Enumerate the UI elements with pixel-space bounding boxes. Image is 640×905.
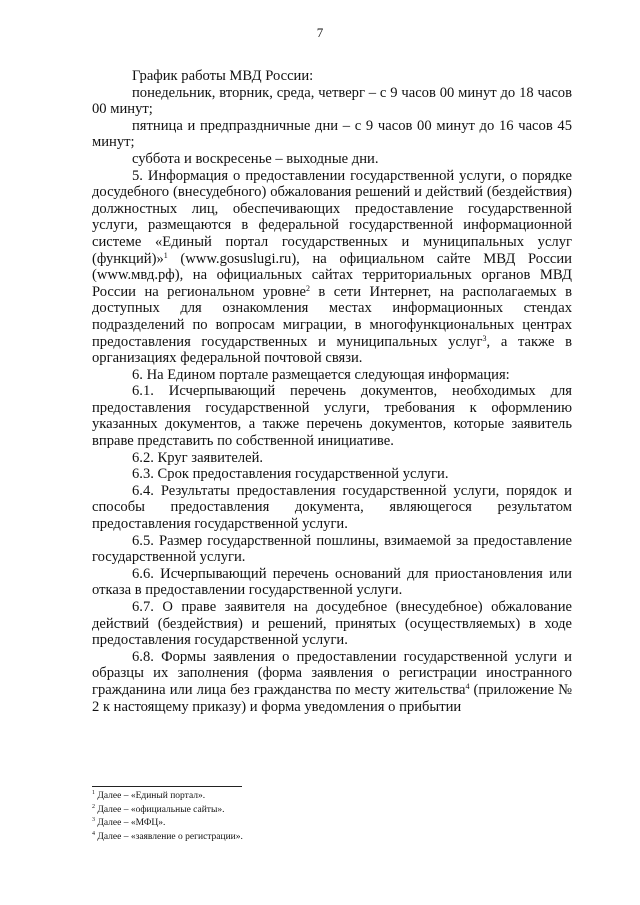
body-text [92, 68, 572, 715]
paragraph-6: 6. На Едином портале размещается следующая информация: [132, 366, 510, 383]
footnote-ref-1[interactable]: 1 [163, 250, 168, 260]
paragraph-6-8: 6.8. Формы заявления о предоставлении государственной услуги и образцы их заполнения (форма заявления о регистрации иностранного гражданина или лица без гражданства по месту жительства$^4$ (приложение № 2 к настоящему приказу) и форма уведомления о прибытии [92, 648, 572, 715]
page-number: 7 [316, 25, 324, 40]
paragraph-schedule-title: График работы МВД России: [132, 68, 314, 84]
paragraph-6-7: 6.7. О праве заявителя на досудебное (внесудебное) обжалование действий (бездействия) и решений, принятых (осуществляемых) в ходе предоставления государственной услуги. [92, 599, 572, 649]
footnote-ref-3[interactable]: 3 [482, 333, 487, 343]
paragraph-6-4: 6.4. Результаты предоставления государственной услуги, порядок и способы предоставления документа, являющегося результатом предоставления государственной услуги. [92, 482, 572, 533]
footnote-4: $^4$ Далее – «заявление о регистрации». [92, 830, 243, 842]
paragraph-6-2: 6.2. Круг заявителей. [132, 449, 264, 466]
paragraph-schedule-weekend: суббота и воскресенье – выходные дни. [132, 150, 379, 167]
footnote-1: $^1$ Далее – «Единый портал». [92, 790, 206, 801]
footnote-ref-4[interactable]: 4 [465, 681, 470, 691]
paragraph-6-6: 6.6. Исчерпывающий перечень оснований для приостановления или отказа в предоставлении государственной услуги. [92, 565, 572, 599]
paragraph-5: 5. Информация о предоставлении государственной услуги, о порядке досудебного (внесудебного) обжалования решений и действий (бездействия) должностных лиц, обеспечивающих предоставление государственной услуги, размещаются в федеральной государственной информационной системе «Единый портал государственных и муниципальных услуг (функций)»$^1$ (www.gosuslugi.ru), на официальном сайте МВД России (www.мвд.рф), на официальных сайтах территориальных органов МВД России на региональном уровне$^2$ в сети Интернет, на располагаемых в доступных для ознакомления местах информационных стендах подразделений по вопросам миграции, в многофункциональных центрах предоставления государственных и муниципальных услуг$^3$, а также в организациях федеральной почтовой связи. [92, 167, 572, 367]
footnote-2: $^2$ Далее – «официальные сайты». [92, 803, 225, 815]
paragraph-6-5: 6.5. Размер государственной пошлины, взимаемой за предоставление государственной услуги. [92, 532, 572, 566]
paragraph-schedule-mon-thu: понедельник, вторник, среда, четверг – с 9 часов 00 минут до 18 часов 00 минут; [92, 84, 572, 118]
footnote-divider [92, 786, 242, 787]
paragraph-schedule-friday: пятница и предпраздничные дни – с 9 часов 00 минут до 16 часов 45 минут; [92, 117, 572, 151]
footnotes [92, 790, 572, 844]
footnote-3: $^3$ Далее – «МФЦ». [92, 817, 166, 829]
paragraph-6-3: 6.3. Срок предоставления государственной услуги. [132, 466, 449, 483]
paragraph-6-1: 6.1. Исчерпывающий перечень документов, необходимых для предоставления государственной услуги, требования к оформлению указанных документов, а также перечень документов, которые заявитель вправе представить по собственной инициативе. [92, 383, 572, 450]
footnote-ref-2[interactable]: 2 [305, 283, 310, 293]
